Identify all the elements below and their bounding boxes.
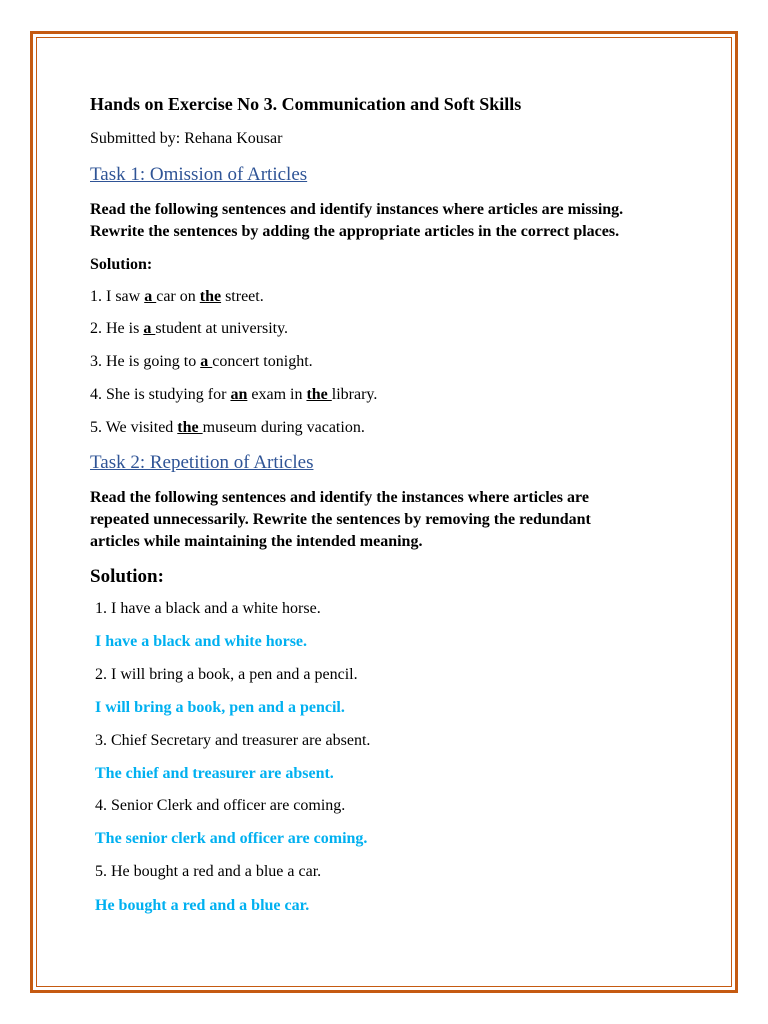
task2-question-4: 4. Senior Clerk and officer are coming. <box>95 797 346 814</box>
task2-question-5: 5. He bought a red and a blue a car. <box>95 863 322 880</box>
document-title: Hands on Exercise No 3. Communication and Soft Skills <box>90 94 522 114</box>
task2-question-1: 1. I have a black and a white horse. <box>95 600 321 617</box>
task2-answer-2: I will bring a book, pen and a pencil. <box>95 699 345 716</box>
task1-instruction-line: Read the following sentences and identify instances where articles are missing. <box>90 201 624 218</box>
task2-instruction-line: repeated unnecessarily. Rewrite the sentences by removing the redundant <box>90 511 591 528</box>
task1-heading: Task 1: Omission of Articles <box>90 164 308 185</box>
task1-sentence-3: 3. He is going to a concert tonight. <box>90 353 313 370</box>
task2-heading: Task 2: Repetition of Articles <box>90 452 314 473</box>
task1-sentence-4: 4. She is studying for an exam in the library. <box>90 386 378 403</box>
task1-sentence-2: 2. He is a student at university. <box>90 320 289 337</box>
task2-solution-label: Solution: <box>90 566 164 587</box>
task1-instruction <box>90 199 623 243</box>
task1-sentence-1: 1. I saw a car on the street. <box>90 288 264 305</box>
task1-solution-label: Solution: <box>90 256 153 273</box>
task2-instruction-line: Read the following sentences and identify the instances where articles are <box>90 489 589 506</box>
submitted-by: Submitted by: Rehana Kousar <box>90 130 283 147</box>
task1-sentence-5: 5. We visited the museum during vacation. <box>90 419 365 436</box>
task2-answer-4: The senior clerk and officer are coming. <box>95 830 368 847</box>
task2-answer-3: The chief and treasurer are absent. <box>95 765 334 782</box>
task2-instruction <box>90 487 591 553</box>
task2-question-2: 2. I will bring a book, a pen and a pencil. <box>95 666 358 683</box>
task2-answer-5: He bought a red and a blue car. <box>95 897 310 914</box>
task2-instruction-line: articles while maintaining the intended meaning. <box>90 533 423 550</box>
task2-question-3: 3. Chief Secretary and treasurer are absent. <box>95 732 371 749</box>
task1-instruction-line: Rewrite the sentences by adding the appropriate articles in the correct places. <box>90 223 620 240</box>
task2-answer-1: I have a black and white horse. <box>95 633 308 650</box>
